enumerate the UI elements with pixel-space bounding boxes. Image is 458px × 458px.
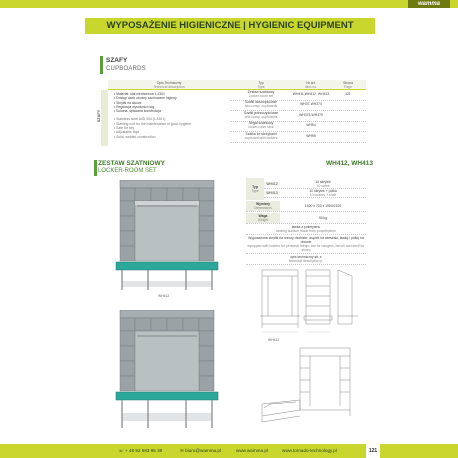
spec-note: Wyposażona skrytki na rzeczy osobiste, drążek na wieszaki, ławkę i półkę na obuwie equipped with lockers for personal things, bar for hangers, bench and shelf for shoes [247, 236, 365, 252]
spec-table: Typ Type WH412 10 skrytek 10 safes WH413 10 skrytek + półka 10 lockers + shelf Wymiary Dimensions 1500 x 700 x 1950/2100 Waga Weight 95 kg ławka z polietylenu seating surface made from polyethylene Wyposażona skrytki na rzeczy osobiste, drążek na wieszaki, ławkę i półkę na obuwie equipped with lockers for personal things, bar for hangers, bench and shelf for shoes opis techniczny str. s technical description p. [247, 180, 365, 263]
spec-note: opis techniczny str. s technical description p. [246, 254, 366, 265]
footer-web-1[interactable]: www.wamma.pl [236, 448, 268, 453]
set-accent [94, 160, 97, 176]
footer [0, 444, 458, 458]
drawing-label-wh412: WH412 [268, 338, 280, 342]
table-header: Opis Techniczny Technical description Typ Type Nr art. Item no. Strona Page [108, 80, 366, 90]
spec-note: ławka z polietylenu seating surface made from polyethylene [246, 224, 366, 235]
spec-dimensions: Wymiary Dimensions 1500 x 700 x 1950/2100 [246, 200, 366, 212]
locker-photo-wh412 [112, 180, 222, 292]
table-row: Zestaw szatniowy Locker-room set WH411,WH412, WH413 121 [230, 90, 366, 101]
page-title: WYPOSAŻENIE HIGIENICZNE | HYGIENIC EQUIPMENT [85, 18, 375, 34]
footer-web-2[interactable]: www.tornado-technology.pl [282, 448, 337, 453]
section-subtitle: CUPBOARDS [106, 66, 146, 72]
set-title: ZESTAW SZATNIOWY [98, 160, 165, 167]
footer-phone: ☏ + 48 52 583 95 38 [118, 448, 163, 453]
section-accent [100, 56, 103, 74]
set-subtitle: LOCKER-ROOM SET [98, 168, 157, 174]
locker-photo-wh413 [112, 310, 222, 430]
brand-logo: wamma [408, 0, 450, 8]
table-row: Regał szatniowy locker-room rack WH54 [230, 122, 366, 133]
section-title: SZAFY [106, 57, 128, 64]
photo-label-wh412: WH412 [158, 294, 170, 298]
footer-email[interactable]: ✉ biuro@wamma.pl [180, 448, 221, 453]
set-codes: WH412, WH413 [326, 160, 373, 167]
technical-drawing-wh412 [256, 262, 366, 338]
spec-row: WH412 10 skrytek 10 safes [264, 180, 366, 189]
cupboards-table [108, 80, 366, 143]
technical-drawing-wh413 [256, 344, 366, 436]
features-list: • Materiał: stal nierdzewna 1.4301 • Dostęp dach ukośny zachowane higieny • Skrytki na klucze • Regulacja wysokości nóg • Solidna, spawana konstrukcja • Stainless steel AISI 304 (1.4301) • Slanting roof for the maintenance of good hygiene • Safe for key • Adjustable legs • Solid, welded construction [114, 92, 192, 139]
spec-weight: Waga Weight 95 kg [246, 212, 366, 224]
page-number: 121 [366, 444, 380, 458]
table-row: Szafka ze skrzybami cupboard with lockers WH95 [230, 132, 366, 143]
table-row: Szafki jednoczęściowe one-comp. cupboards WH375-WH379 [230, 111, 366, 122]
side-tab: SZAFY [101, 90, 108, 146]
table-row: Szafki dwuczęściowe two-comp. cupboards WH37-WH374 [230, 101, 366, 112]
spec-row: WH413 10 skrytek + półka 10 lockers + shelf [264, 189, 366, 198]
top-bar [0, 0, 458, 8]
